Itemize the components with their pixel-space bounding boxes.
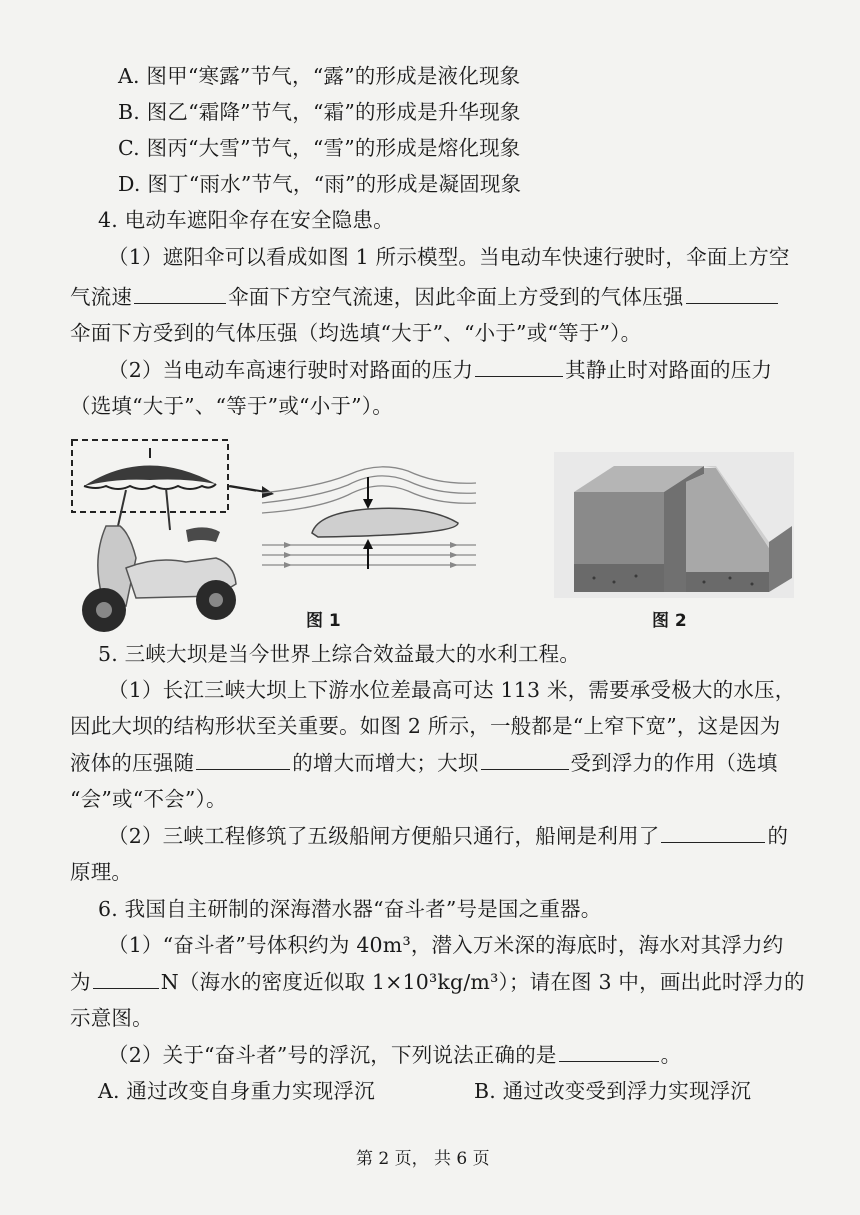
page-number-footer: 第 2 页， 共 6 页 (356, 1149, 490, 1169)
q4-part1-line2 (70, 282, 780, 312)
answer-blank[interactable] (475, 356, 563, 377)
figure-1-caption: 图 1 (306, 611, 341, 631)
q4-stem: 4. 电动车遮阳伞存在安全隐患。 (98, 208, 394, 232)
q6-part1-line3: 示意图。 (70, 1006, 153, 1030)
q3-option-d: D. 图丁“雨水”节气，“雨”的形成是凝固现象 (118, 172, 522, 196)
q6-text: （2）关于“奋斗者”号的浮沉，下列说法正确的是 (108, 1043, 557, 1067)
answer-blank[interactable] (134, 283, 226, 304)
q5-text: 受到浮力的作用（选填 (570, 751, 778, 775)
answer-blank[interactable] (661, 822, 765, 843)
q6-stem: 6. 我国自主研制的深海潜水器“奋斗者”号是国之重器。 (98, 897, 602, 921)
q5-text: 的增大而增大；大坝 (292, 751, 479, 775)
q5-part1-line4: “会”或“不会”）。 (70, 787, 227, 811)
q4-text: 伞面下方空气流速，因此伞面上方受到的气体压强 (228, 285, 684, 309)
q4-part1-line3: 伞面下方受到的气体压强（均选填“大于”、“小于”或“等于”）。 (70, 321, 642, 345)
q5-part2-line2: 原理。 (70, 860, 133, 884)
q6-option-b: B. 通过改变受到浮力实现浮沉 (474, 1079, 752, 1103)
q5-stem: 5. 三峡大坝是当今世界上综合效益最大的水利工程。 (98, 642, 581, 666)
q4-part2-line1 (108, 355, 772, 385)
q6-option-a: A. 通过改变自身重力实现浮沉 (98, 1079, 375, 1103)
q6-part1-line1: （1）“奋斗者”号体积约为 40m³，潜入万米深的海底时，海水对其浮力约 (108, 933, 784, 957)
airflow-model-figure (258, 465, 480, 575)
q4-text: 气流速 (70, 285, 133, 309)
scooter-umbrella-figure (66, 438, 256, 638)
answer-blank[interactable] (686, 283, 778, 304)
figure-2-caption: 图 2 (652, 611, 687, 631)
answer-blank[interactable] (93, 968, 159, 989)
q5-text: 液体的压强随 (70, 751, 195, 775)
q4-part2-line2: （选填“大于”、“等于”或“小于”）。 (70, 394, 393, 418)
dam-cross-section-figure (554, 452, 794, 598)
q6-text: 为 (70, 970, 91, 994)
q5-part2-line1 (108, 821, 788, 851)
q5-part1-line3 (70, 748, 778, 778)
q5-text: 的 (767, 824, 789, 848)
q6-text: 。 (660, 1043, 682, 1067)
q4-part1-line1: （1）遮阳伞可以看成如图 1 所示模型。当电动车快速行驶时，伞面上方空 (108, 245, 790, 269)
q4-text: （2）当电动车高速行驶时对路面的压力 (108, 358, 474, 382)
q3-option-b: B. 图乙“霜降”节气，“霜”的形成是升华现象 (118, 100, 521, 124)
q5-part1-line2: 因此大坝的结构形状至关重要。如图 2 所示，一般都是“上窄下宽”，这是因为 (70, 714, 781, 738)
q3-option-a: A. 图甲“寒露”节气，“露”的形成是液化现象 (118, 64, 521, 88)
q4-text: 其静止时对路面的压力 (565, 358, 773, 382)
q6-part1-line2 (70, 967, 805, 997)
answer-blank[interactable] (559, 1041, 659, 1062)
q6-text: N（海水的密度近似取 1×10³kg/m³）；请在图 3 中，画出此时浮力的 (160, 970, 805, 994)
q5-part1-line1: （1）长江三峡大坝上下游水位差最高可达 113 米，需要承受极大的水压， (108, 678, 796, 702)
answer-blank[interactable] (196, 749, 290, 770)
q3-option-c: C. 图丙“大雪”节气，“雪”的形成是熔化现象 (118, 136, 521, 160)
q6-part2-line1 (108, 1040, 681, 1070)
q5-text: （2）三峡工程修筑了五级船闸方便船只通行，船闸是利用了 (108, 824, 660, 848)
answer-blank[interactable] (481, 749, 569, 770)
